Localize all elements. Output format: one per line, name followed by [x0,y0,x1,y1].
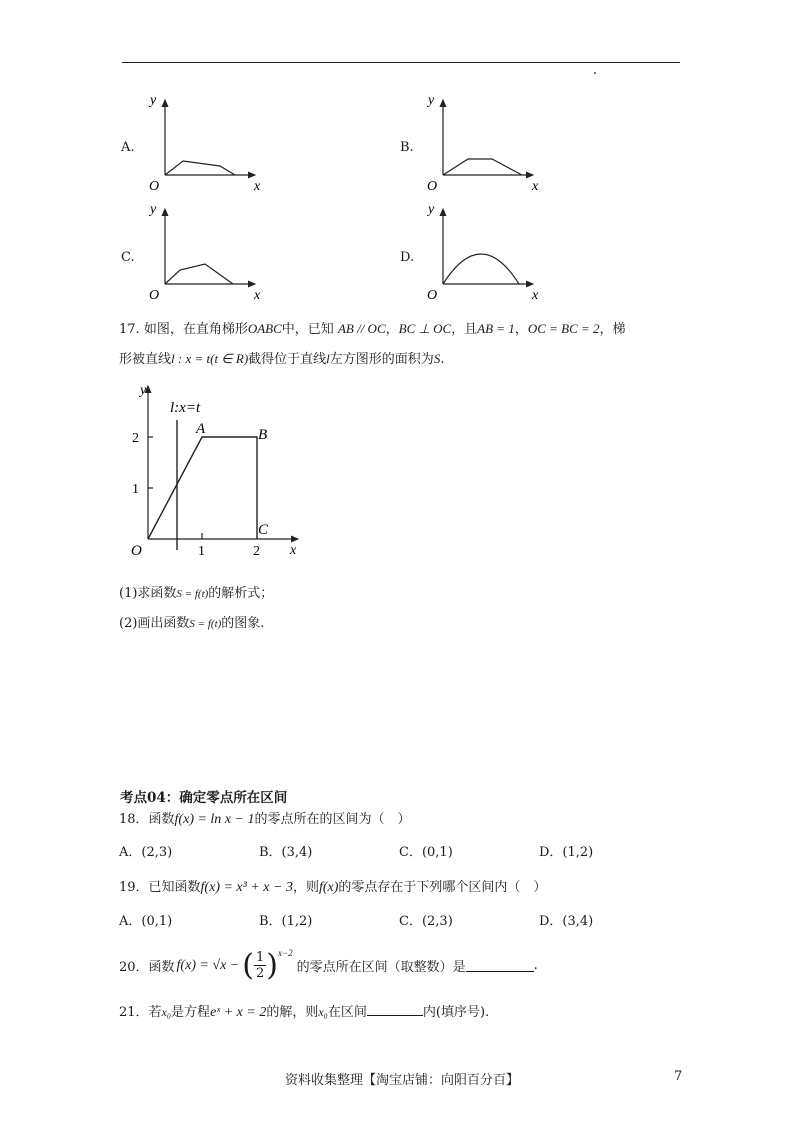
q17-part1 [119,582,273,601]
choice-a-letter: A. [121,140,135,155]
choice-a-y-label: y [150,93,157,108]
q20-fraction [254,950,266,981]
choice-a-x-label: x [254,179,261,194]
q17-line2-end: . [440,352,445,367]
q17-fig-ytick-2: 2 [132,431,139,446]
q20-frac-num: 1 [256,950,265,965]
q17-shape-name: OABC [247,321,282,336]
q17-sep1: ， [385,322,399,337]
q19-option-b: B．(1,2) [259,914,313,929]
q17-text-e: 左方图形的面积为 [329,352,434,367]
q20-number: 20．函数 [119,960,175,975]
q17-sep2: ，且 [451,322,478,337]
q19-mid: ，则 [292,880,319,895]
q20-end: . [533,958,538,973]
choice-d-graph [418,199,548,303]
q20-func: f(x) = √x − [176,957,240,973]
q18-number: 18．函数 [119,812,175,827]
q21-answer-blank[interactable] [367,1003,423,1016]
q18-tail: 的零点所在的区间为（ ） [254,812,411,827]
choice-c-graph [140,199,270,303]
q17-line-eq: l : x = t(t ∈ R) [171,351,249,366]
q21-x0: x₀ [161,1005,172,1019]
q17-part1-a: (1)求函数 [119,586,177,601]
choice-c-x-label: x [254,288,261,303]
choice-c-y-label: y [150,202,157,217]
q20-frac-den: 2 [256,966,265,981]
section-title: 考点04：确定零点所在区间 [120,790,288,806]
q17-cond1: AB // OC [337,321,386,336]
q17-text-c: 形被直线 [119,352,172,367]
q21-x0-second: x₀ [318,1005,328,1019]
q17-part2-fn: S = f(t) [189,618,222,630]
choice-d-letter: D. [400,250,415,265]
q17-fig-ytick-1: 1 [132,482,139,497]
q19-option-a: A．(0,1) [119,914,173,929]
q20-answer-blank[interactable] [466,959,534,972]
choice-d-y-label: y [428,202,435,217]
q21-eq: eˣ + x = 2 [210,1005,267,1020]
q18-stem [119,808,411,828]
header-rule [122,62,680,63]
choice-c-origin: O [149,288,160,303]
q17-fig-x-label: x [290,543,297,558]
q17-part1-b: 的解析式； [208,586,274,601]
q17-fig-label-c: C [258,522,269,538]
q17-part2 [119,612,264,631]
q19-option-d: D．(3,4) [539,914,594,929]
q19-func2: f(x) [318,880,339,895]
q18-option-d: D．(1,2) [539,845,594,860]
choice-d-x-label: x [532,288,539,303]
q17-fig-line-label: l:x=t [170,400,201,416]
q17-area-symbol: S [433,351,441,366]
q21-number: 21．若 [119,1005,162,1020]
q21-stem [119,1001,489,1021]
header-dot [594,72,596,74]
choice-b-origin: O [427,179,438,194]
q20-stem [119,947,538,983]
choice-d-origin: O [427,288,438,303]
choice-a-graph [140,90,270,194]
q20-paren-right: ) [266,947,278,983]
q17-part2-b: 的图象. [221,616,265,631]
q17-figure [118,378,318,563]
q17-line2 [119,348,444,367]
q17-sep3: ， [514,322,528,337]
q19-number: 19．已知函数 [119,880,201,895]
q21-text-c: 在区间 [327,1005,367,1020]
q17-number: 17. [119,322,140,337]
q17-fig-y-label: y [140,383,147,398]
q17-fig-origin: O [131,543,142,559]
q21-text-d: 内(填序号). [422,1005,490,1020]
q19-func: f(x) = x³ + x − 3 [200,880,293,895]
q17-cond2: BC ⊥ OC [398,321,452,336]
q21-text-b: 的解，则 [266,1005,319,1020]
page-number: 7 [674,1069,683,1084]
q20-paren-left: ( [242,947,254,983]
choice-c-letter: C. [121,250,135,265]
q17-fig-label-a: A [196,421,206,437]
q18-func: f(x) = ln x − 1 [174,812,255,827]
q18-option-c: C．(0,1) [399,845,453,860]
q17-text-b: 中，已知 [281,322,334,337]
footer-text: 资料收集整理【淘宝店铺：向阳百分百】 [285,1073,520,1088]
q18-option-a: A．(2,3) [119,845,173,860]
q17-part2-a: (2)画出函数 [119,616,190,631]
q17-text-a: 如图，在直角梯形 [143,322,248,337]
choice-b-graph [418,90,548,194]
q17-cond3: AB = 1 [477,321,515,336]
q17-fig-xtick-2: 2 [253,544,260,559]
choice-b-letter: B. [400,140,414,155]
q19-stem [119,876,546,896]
q18-option-b: B．(3,4) [259,845,313,860]
choice-a-origin: O [149,179,160,194]
q17-line1-end: ，梯 [599,322,626,337]
q17-line1 [119,318,626,337]
q17-fig-label-b: B [258,427,268,443]
choice-b-y-label: y [428,93,435,108]
q21-text-a: 是方程 [171,1005,211,1020]
q17-text-d: 截得位于直线 [248,352,327,367]
choice-b-x-label: x [532,179,539,194]
q17-line-l: l [326,351,330,366]
q19-tail: 的零点存在于下列哪个区间内（ ） [338,880,547,895]
q20-exponent: x−2 [278,948,293,958]
q19-option-c: C．(2,3) [399,914,453,929]
q17-cond4: OC = BC = 2 [527,321,600,336]
q17-part1-fn: S = f(t) [176,588,209,600]
q17-fig-xtick-1: 1 [198,544,205,559]
q20-tail: 的零点所在区间（取整数）是 [296,960,466,975]
q20-fraction-group [242,947,293,983]
